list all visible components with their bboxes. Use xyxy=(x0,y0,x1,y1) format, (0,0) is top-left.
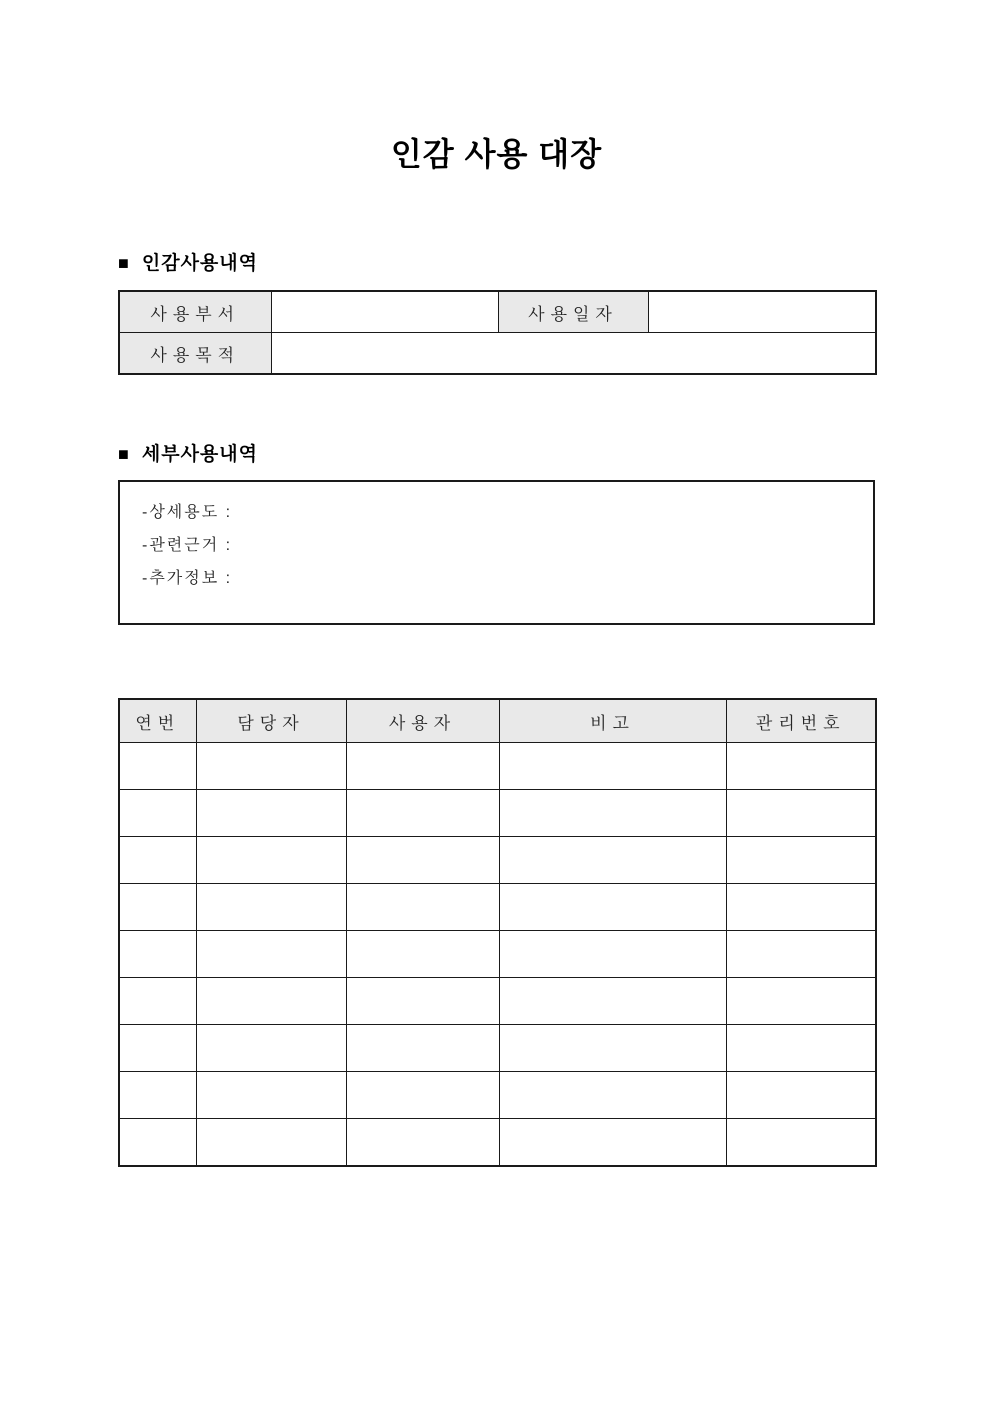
log-table-row xyxy=(119,1072,876,1119)
document-title: 인감 사용 대장 xyxy=(390,136,603,172)
log-table-cell xyxy=(346,931,499,978)
log-table-cell xyxy=(346,1072,499,1119)
section-heading-seal-usage-label: 인감사용내역 xyxy=(141,253,258,274)
log-table-row xyxy=(119,837,876,884)
log-table-cell xyxy=(726,837,876,884)
log-table-cell xyxy=(119,790,196,837)
usage-info-row-2 xyxy=(119,333,876,375)
log-table-cell xyxy=(726,884,876,931)
log-table-row xyxy=(119,1025,876,1072)
log-table-cell xyxy=(196,1072,346,1119)
log-table-row xyxy=(119,743,876,790)
log-table-cell xyxy=(499,931,726,978)
log-table-cell xyxy=(119,743,196,790)
log-table-cell xyxy=(499,790,726,837)
log-table-cell xyxy=(196,931,346,978)
log-table-cell xyxy=(119,884,196,931)
log-table-cell xyxy=(726,1025,876,1072)
log-table-cell xyxy=(346,1119,499,1167)
log-col-manager: 담당자 xyxy=(196,699,346,743)
log-table-cell xyxy=(196,1119,346,1167)
log-table-cell xyxy=(346,743,499,790)
log-table-cell xyxy=(499,743,726,790)
log-table-cell xyxy=(196,790,346,837)
log-table-row xyxy=(119,931,876,978)
purpose-label-cell: 사용목적 xyxy=(119,333,271,375)
section-heading-seal-usage xyxy=(118,252,258,275)
log-table-cell xyxy=(499,1025,726,1072)
log-table-cell xyxy=(119,1025,196,1072)
date-value-cell xyxy=(648,291,876,333)
log-table-cell xyxy=(726,1072,876,1119)
log-table-cell xyxy=(119,978,196,1025)
usage-info-table xyxy=(118,290,877,375)
log-table-cell xyxy=(346,884,499,931)
square-bullet-icon: ■ xyxy=(118,444,130,464)
detail-line-basis: -관련근거 : xyxy=(142,537,233,554)
log-table-row xyxy=(119,1119,876,1167)
dept-value-cell xyxy=(271,291,498,333)
log-table-cell xyxy=(726,978,876,1025)
log-table-row xyxy=(119,884,876,931)
square-bullet-icon: ■ xyxy=(118,253,130,273)
log-table-cell xyxy=(726,790,876,837)
log-table-cell xyxy=(196,884,346,931)
purpose-value-cell xyxy=(271,333,876,375)
log-table-cell xyxy=(499,837,726,884)
log-col-user: 사용자 xyxy=(346,699,499,743)
usage-log-table xyxy=(118,698,877,1167)
log-table-cell xyxy=(196,837,346,884)
log-table-cell xyxy=(499,978,726,1025)
log-table-cell xyxy=(119,837,196,884)
log-col-remarks: 비고 xyxy=(499,699,726,743)
log-table-cell xyxy=(119,1072,196,1119)
section-heading-detail-usage-label: 세부사용내역 xyxy=(141,444,258,465)
log-table-cell xyxy=(196,978,346,1025)
log-table-cell xyxy=(119,931,196,978)
log-table-cell xyxy=(499,884,726,931)
log-table-cell xyxy=(196,743,346,790)
log-table-row xyxy=(119,978,876,1025)
usage-info-row-1 xyxy=(119,291,876,333)
date-label-cell: 사용일자 xyxy=(498,291,648,333)
log-col-serial: 연번 xyxy=(119,699,196,743)
log-table-cell xyxy=(499,1119,726,1167)
log-table-cell xyxy=(726,931,876,978)
log-table-cell xyxy=(119,1119,196,1167)
section-heading-detail-usage xyxy=(118,443,258,466)
log-table-header-row xyxy=(119,699,876,743)
dept-label-cell: 사용부서 xyxy=(119,291,271,333)
log-table-row xyxy=(119,790,876,837)
detail-usage-box xyxy=(118,480,875,625)
log-table-cell xyxy=(196,1025,346,1072)
log-table-cell xyxy=(346,837,499,884)
log-table-cell xyxy=(726,743,876,790)
log-table-cell xyxy=(346,790,499,837)
log-table-cell xyxy=(346,978,499,1025)
detail-line-purpose: -상세용도 : xyxy=(142,504,233,521)
log-table-cell xyxy=(499,1072,726,1119)
log-table-cell xyxy=(726,1119,876,1167)
log-table-cell xyxy=(346,1025,499,1072)
log-col-control-number: 관리번호 xyxy=(726,699,876,743)
detail-line-extra: -추가정보 : xyxy=(142,570,233,587)
